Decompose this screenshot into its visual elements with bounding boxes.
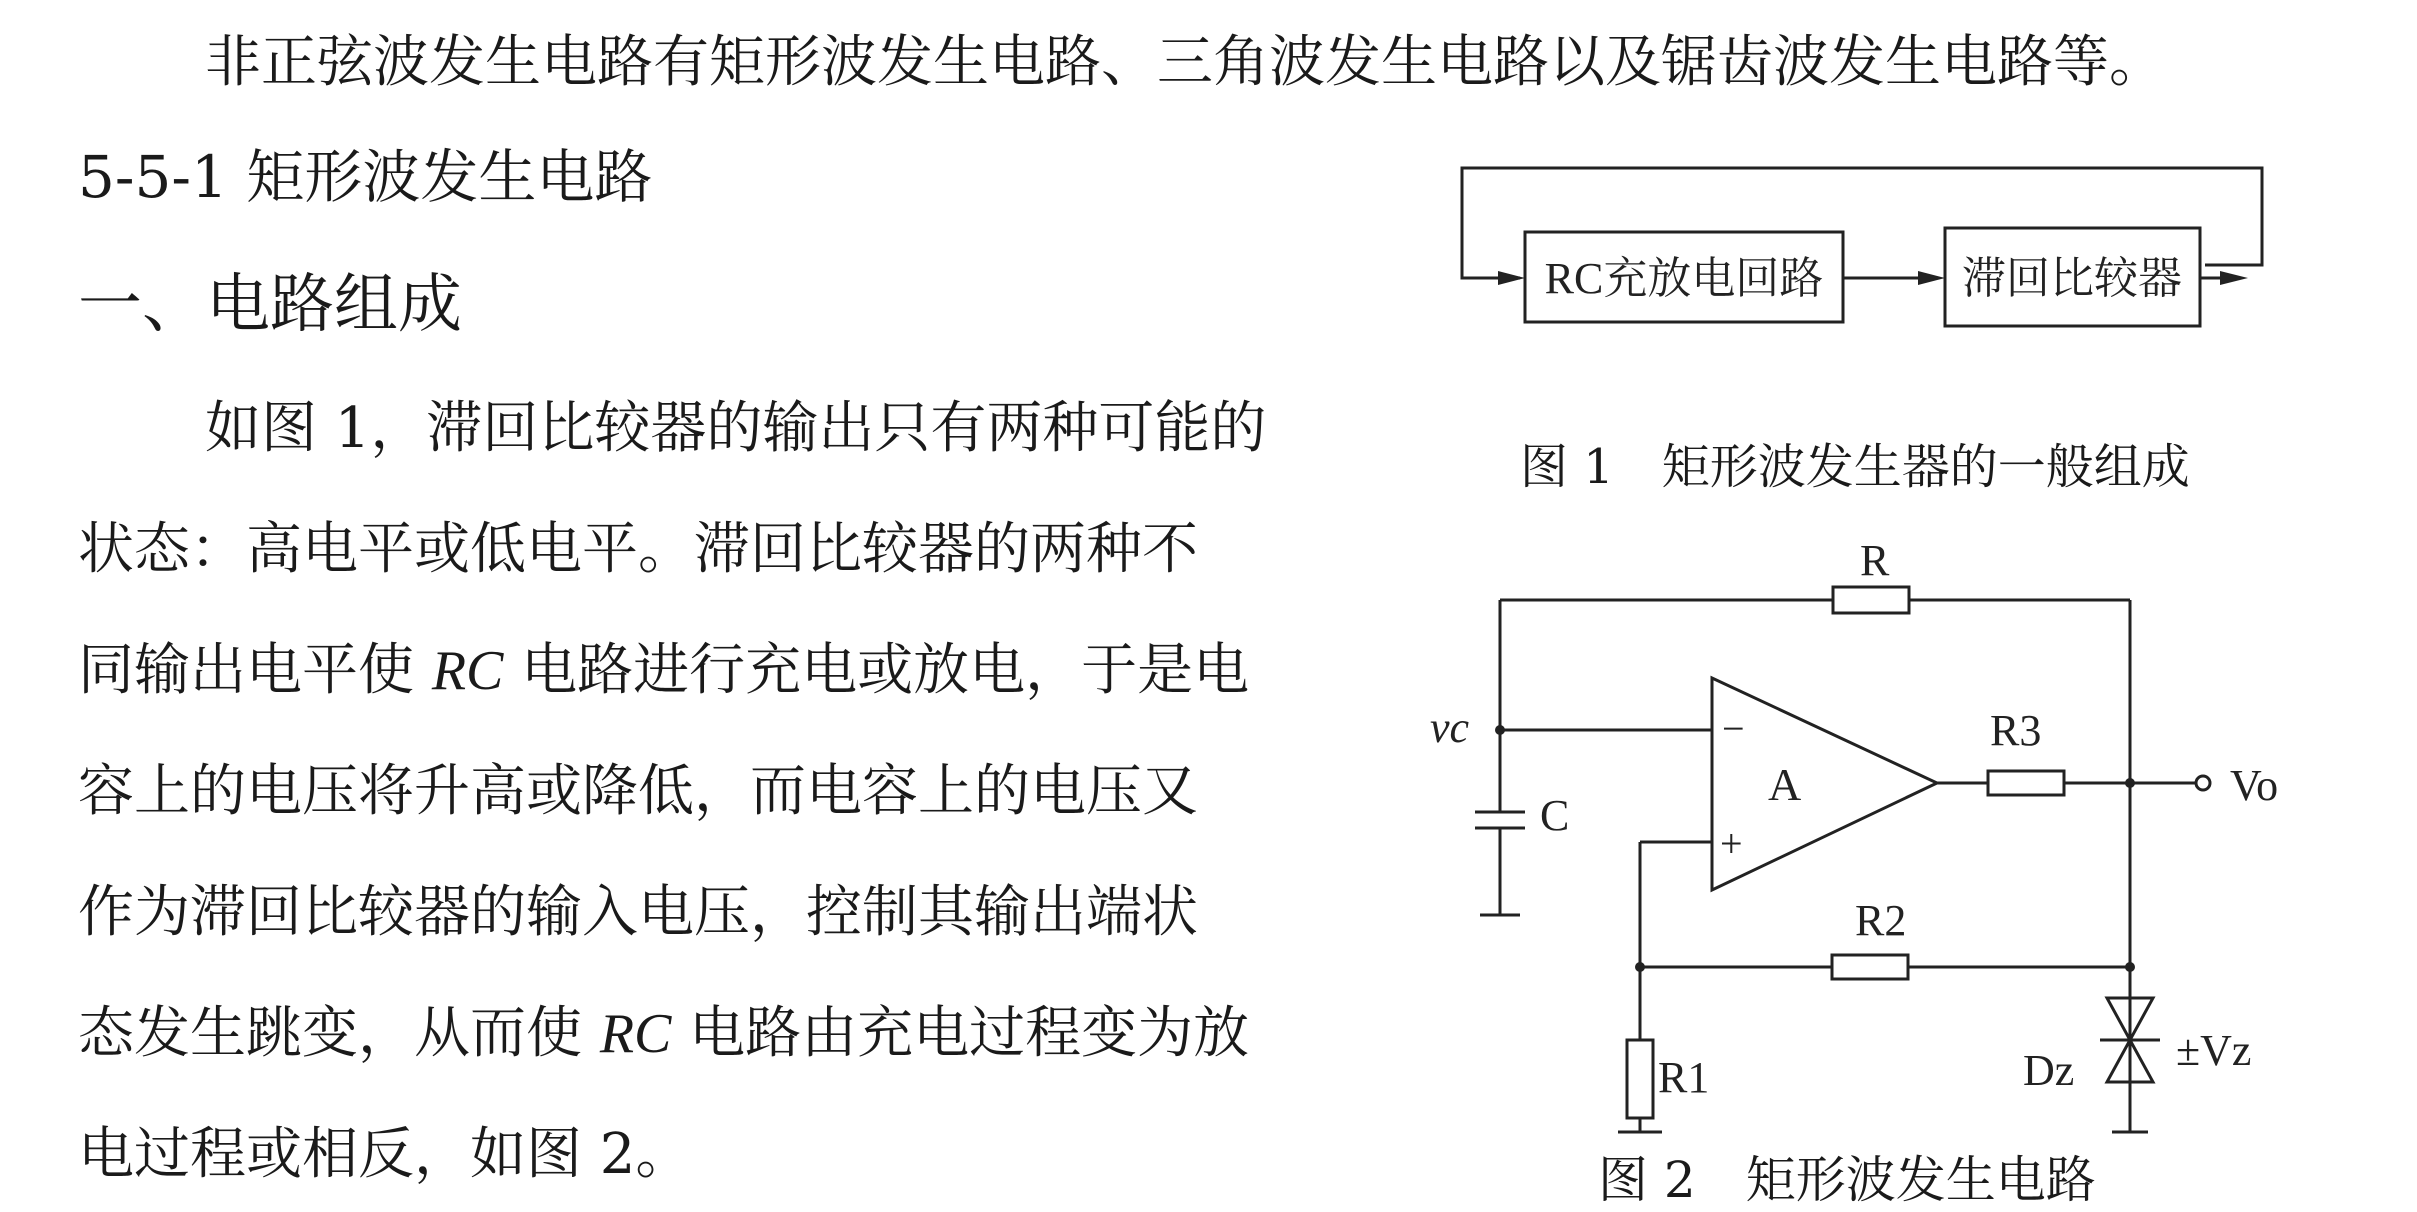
paragraph-line: 作为滞回比较器的输入电压，控制其输出端状 (78, 880, 1198, 945)
junction-dot (2125, 962, 2135, 972)
comparator-block-label: 滞回比较器 (1962, 254, 2182, 303)
label-R2: R2 (1855, 896, 1907, 945)
paragraph-text: 电路进行充电或放电，于是电 (503, 638, 1250, 703)
arrow-icon (1498, 271, 1525, 285)
rc-block-label: RC充放电回路 (1544, 254, 1824, 303)
resistor-R1 (1627, 1040, 1653, 1118)
label-vc: vc (1430, 703, 1470, 752)
label-minus: − (1722, 706, 1745, 751)
section-title: 5-5-1 矩形波发生电路 (78, 143, 653, 211)
paragraph-line: 如图 1，滞回比较器的输出只有两种可能的 (205, 396, 1267, 461)
figure1-block-diagram (1440, 150, 2280, 340)
label-C: C (1540, 791, 1570, 840)
opamp-A (1712, 678, 1937, 890)
paragraph-emphasis: RC (599, 1003, 672, 1065)
paragraph-text: 同输出电平使 (78, 638, 432, 703)
paragraph-line (78, 626, 1249, 706)
label-Dz: Dz (2023, 1046, 2075, 1095)
figure2-circuit (1400, 530, 2300, 1160)
figure2-caption: 图 2 矩形波发生电路 (1598, 1151, 2096, 1209)
resistor-R (1833, 587, 1909, 613)
arrow-icon (2220, 271, 2248, 285)
label-R3: R3 (1990, 706, 2042, 755)
junction-dot (1635, 962, 1645, 972)
resistor-R3 (1988, 771, 2064, 795)
label-Vz: ±Vz (2176, 1026, 2252, 1075)
resistor-R2 (1832, 955, 1908, 979)
paragraph-line: 状态：高电平或低电平。滞回比较器的两种不 (78, 517, 1198, 582)
junction-dot (2125, 778, 2135, 788)
label-R: R (1860, 536, 1890, 585)
output-terminal (2196, 776, 2210, 790)
paragraph-emphasis: RC (431, 640, 504, 702)
paragraph-line (78, 989, 1249, 1069)
figure1-caption: 图 1 矩形波发生器的一般组成 (1520, 439, 2190, 495)
label-R1: R1 (1658, 1053, 1710, 1102)
paragraph-text: 态发生跳变，从而使 (78, 1001, 600, 1066)
label-plus: + (1720, 821, 1743, 866)
paragraph-line: 电过程或相反，如图 2。 (78, 1122, 692, 1187)
junction-dot (1495, 725, 1505, 735)
subsection-title: 一、电路组成 (78, 268, 462, 342)
paragraph-text: 电路由充电过程变为放 (671, 1001, 1250, 1066)
intro-text: 非正弦波发生电路有矩形波发生电路、三角波发生电路以及锯齿波发生电路等。 (205, 30, 2165, 95)
label-A: A (1768, 759, 1802, 810)
arrow-icon (1918, 271, 1945, 285)
paragraph-line: 容上的电压将升高或降低，而电容上的电压又 (78, 759, 1198, 824)
label-Vo: Vo (2230, 761, 2279, 810)
